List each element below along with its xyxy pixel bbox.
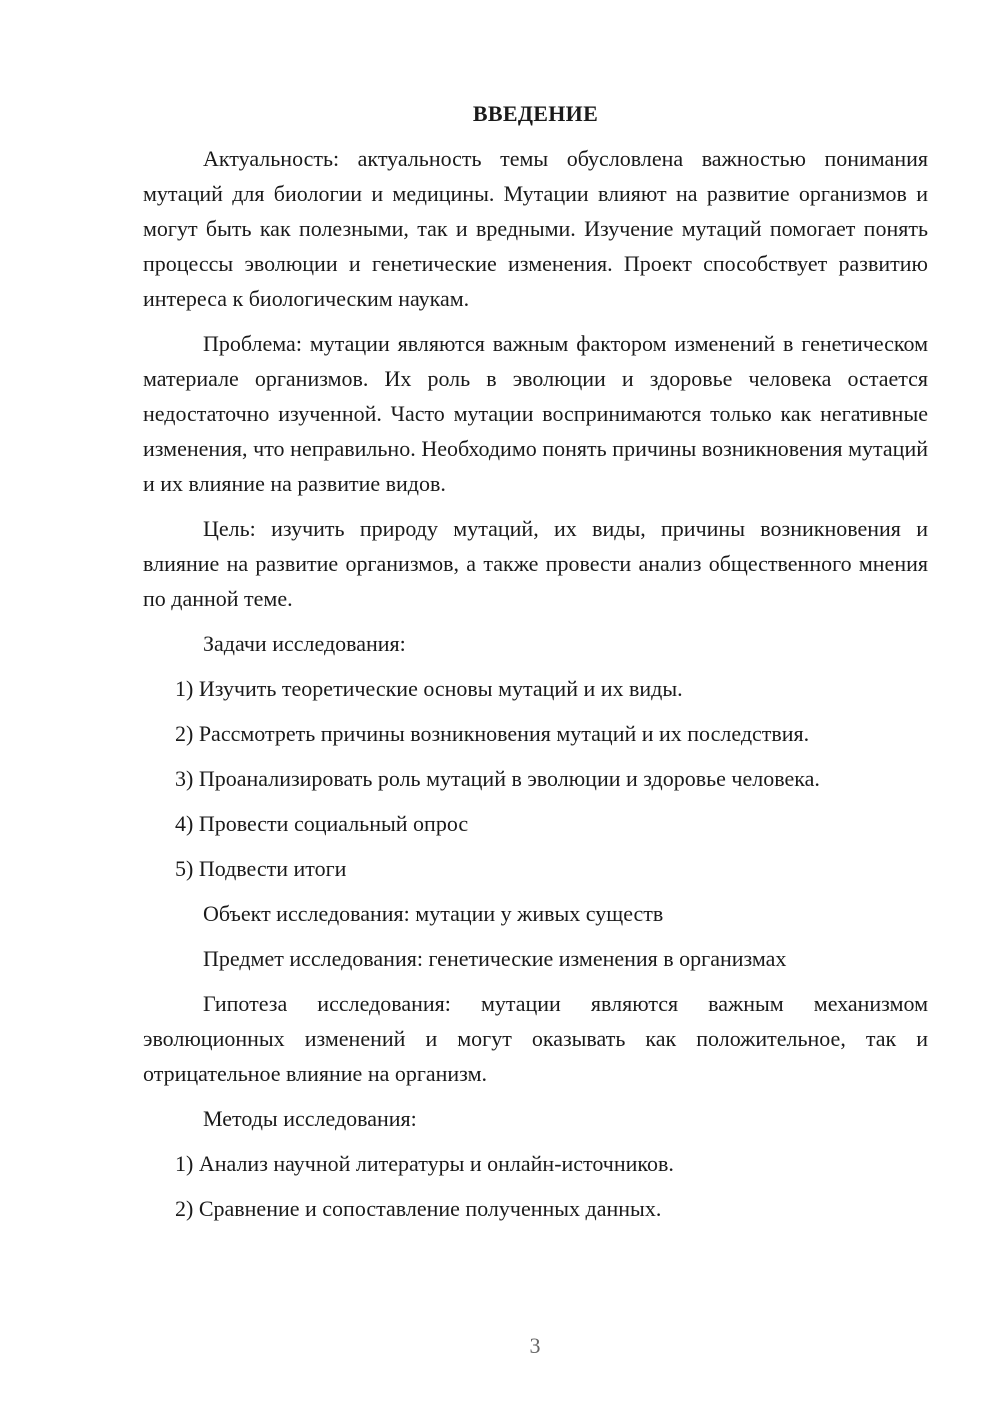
page-number: 3: [529, 1333, 541, 1358]
relevance-paragraph: Актуальность: актуальность темы обусловлена важностью понимания мутаций для биологии и медицины. Мутации влияют на развитие организмов и могут быть как полезными, так и вредными. Изучение мутаций помогает понять процессы эволюции и генетические изменения. Проект способствует развитию интереса к биологическим наукам.: [143, 146, 928, 311]
task-item: 3) Проанализировать роль мутаций в эволюции и здоровье человека.: [175, 766, 820, 791]
task-item: 5) Подвести итоги: [175, 856, 347, 881]
section-title: ВВЕДЕНИЕ: [472, 101, 599, 126]
task-item: 1) Изучить теоретические основы мутаций и их виды.: [175, 676, 683, 701]
goal-paragraph: Цель: изучить природу мутаций, их виды, причины возникновения и влияние на развитие организмов, а также провести анализ общественного мнения по данной теме.: [143, 516, 928, 611]
method-item: 1) Анализ научной литературы и онлайн-источников.: [175, 1151, 674, 1176]
method-item: 2) Сравнение и сопоставление полученных данных.: [175, 1196, 662, 1221]
object-line: Объект исследования: мутации у живых существ: [203, 901, 664, 926]
problem-paragraph: Проблема: мутации являются важным фактором изменений в генетическом материале организмов. Их роль в эволюции и здоровье человека остается недостаточно изученной. Часто мутации воспринимаются только как негативные изменения, что неправильно. Необходимо понять причины возникновения мутаций и их влияние на развитие видов.: [143, 331, 928, 496]
tasks-heading: Задачи исследования:: [203, 631, 406, 656]
methods-heading: Методы исследования:: [203, 1106, 417, 1131]
task-item: 2) Рассмотреть причины возникновения мутаций и их последствия.: [175, 721, 810, 746]
document-body: [143, 96, 928, 1236]
hypothesis-paragraph: Гипотеза исследования: мутации являются важным механизмом эволюционных изменений и могут оказывать как положительное, так и отрицательное влияние на организм.: [143, 991, 928, 1086]
task-item: 4) Провести социальный опрос: [175, 811, 469, 836]
subject-line: Предмет исследования: генетические изменения в организмах: [203, 946, 787, 971]
